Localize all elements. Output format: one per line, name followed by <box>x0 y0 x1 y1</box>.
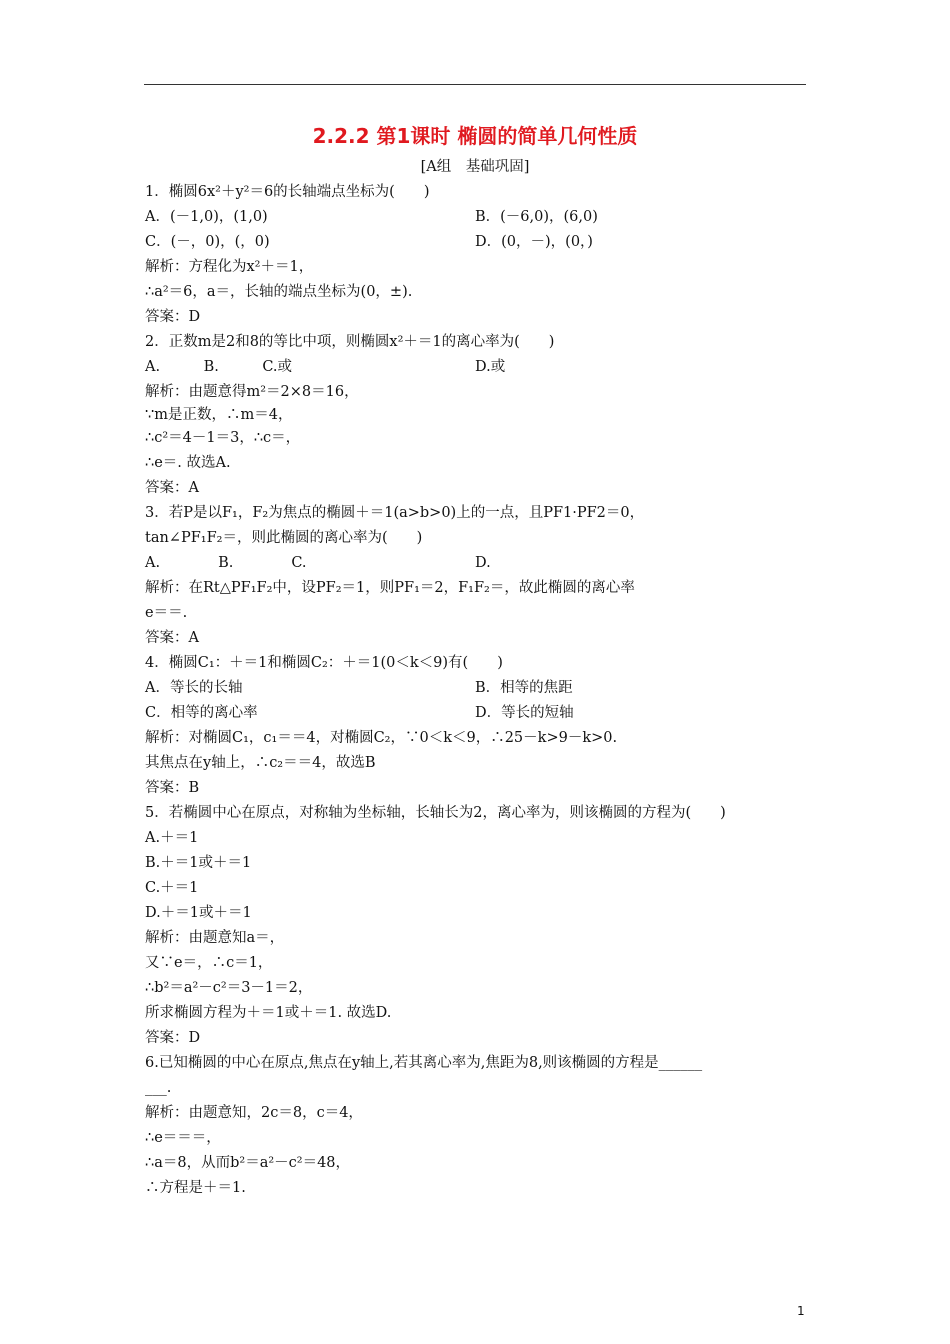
line-text: C．(－，0)，(，0) <box>145 234 270 250</box>
line-text: tan∠PF₁F₂＝，则此椭圆的离心率为( ) <box>145 530 423 546</box>
line-text: 答案：D <box>145 309 201 325</box>
option-right: D．(0，－)，(0，) <box>475 234 593 250</box>
line-text: ∵m是正数，∴m＝4， <box>145 407 293 423</box>
line-text: ___. <box>145 1080 172 1096</box>
line-text: ∴方程是＋＝1. <box>145 1180 246 1196</box>
text-line <box>145 601 810 626</box>
line-text: ∴e＝. 故选A. <box>145 455 231 471</box>
text-line <box>145 676 810 701</box>
line-text: 答案：D <box>145 1030 201 1046</box>
text-line <box>145 1101 810 1126</box>
line-text: C.＋＝1 <box>145 880 199 896</box>
line-text: A. B. C.或 <box>145 359 293 375</box>
line-text: 答案：A <box>145 480 199 496</box>
text-line <box>145 280 810 305</box>
text-line <box>145 826 810 851</box>
line-text: A．等长的长轴 <box>145 680 243 696</box>
section-subtitle: [A组 基础巩固] <box>420 159 530 175</box>
text-line <box>145 476 810 501</box>
text-line <box>145 330 810 355</box>
line-text: 6.已知椭圆的中心在原点,焦点在y轴上,若其离心率为,焦距为8,则该椭圆的方程是______ <box>145 1055 703 1071</box>
line-text: 解析：由题意知a＝， <box>145 930 285 946</box>
text-line <box>145 876 810 901</box>
text-line <box>145 230 810 255</box>
line-text: 答案：A <box>145 630 199 646</box>
line-text: 解析：由题意得m²＝2×8＝16， <box>145 384 359 400</box>
line-text: 所求椭圆方程为＋＝1或＋＝1. 故选D. <box>145 1005 392 1021</box>
text-line <box>145 851 810 876</box>
line-text: A.＋＝1 <box>145 830 199 846</box>
line-text: 5．若椭圆中心在原点，对称轴为坐标轴，长轴长为2，离心率为，则该椭圆的方程为( ) <box>145 805 726 821</box>
text-line <box>145 501 810 526</box>
text-line <box>145 776 810 801</box>
line-text: 1．椭圆6x²＋y²＝6的长轴端点坐标为( ) <box>145 184 430 200</box>
text-line <box>145 751 810 776</box>
text-line <box>145 901 810 926</box>
text-line <box>145 551 810 576</box>
text-line <box>145 355 810 380</box>
line-text: 其焦点在y轴上，∴c₂＝＝4，故选B <box>145 755 376 771</box>
text-line <box>145 651 810 676</box>
line-text: 2．正数m是2和8的等比中项，则椭圆x²＋＝1的离心率为( ) <box>145 334 555 350</box>
text-line <box>145 526 810 551</box>
line-text: ∴c²＝4－1＝3，∴c＝， <box>145 430 301 446</box>
text-line <box>145 1001 810 1026</box>
text-line <box>145 1126 810 1151</box>
option-right: D. <box>475 555 491 571</box>
text-line <box>145 405 810 426</box>
line-text: ∴a²＝6，a＝，长轴的端点坐标为(0，±). <box>145 284 413 300</box>
line-text: 解析：在Rt△PF₁F₂中，设PF₂＝1，则PF₁＝2，F₁F₂＝，故此椭圆的离心率 <box>145 580 635 596</box>
text-line <box>145 380 810 405</box>
page-number: 1 <box>797 1304 805 1318</box>
line-text: D.＋＝1或＋＝1 <box>145 905 252 921</box>
text-line <box>145 305 810 330</box>
text-line <box>145 1076 810 1101</box>
line-text: ∴a＝8，从而b²＝a²－c²＝48， <box>145 1155 351 1171</box>
text-line <box>145 926 810 951</box>
line-text: 4．椭圆C₁：＋＝1和椭圆C₂：＋＝1(0＜k＜9)有( ) <box>145 655 503 671</box>
line-text: 又∵e＝，∴c＝1， <box>145 955 273 971</box>
text-line <box>145 451 810 476</box>
text-line <box>145 951 810 976</box>
text-line <box>145 1051 810 1076</box>
text-line <box>145 1176 810 1201</box>
text-line <box>145 180 810 205</box>
text-line <box>145 255 810 280</box>
line-text: 答案：B <box>145 780 200 796</box>
exercise-content <box>145 180 810 1201</box>
option-right: B．(－6,0)，(6,0) <box>475 209 598 225</box>
text-line <box>145 426 810 451</box>
option-right: D．等长的短轴 <box>475 705 574 721</box>
line-text: e＝＝. <box>145 605 188 621</box>
text-line <box>145 1026 810 1051</box>
page-title: 2.2.2 第1课时 椭圆的简单几何性质 <box>312 124 638 148</box>
line-text: 解析：对椭圆C₁，c₁＝＝4，对椭圆C₂，∵0＜k＜9，∴25－k>9－k>0. <box>145 730 618 746</box>
text-line <box>145 205 810 230</box>
text-line <box>145 1151 810 1176</box>
line-text: C．相等的离心率 <box>145 705 258 721</box>
text-line <box>145 576 810 601</box>
header-rule <box>144 84 806 85</box>
line-text: 解析：由题意知，2c＝8，c＝4， <box>145 1105 363 1121</box>
text-line <box>145 976 810 1001</box>
line-text: B.＋＝1或＋＝1 <box>145 855 252 871</box>
text-line <box>145 626 810 651</box>
option-right: B．相等的焦距 <box>475 680 573 696</box>
line-text: ∴e＝＝＝， <box>145 1130 221 1146</box>
line-text: A．(－1,0)，(1,0) <box>145 209 268 225</box>
text-line <box>145 726 810 751</box>
text-line <box>145 701 810 726</box>
line-text: ∴b²＝a²－c²＝3－1＝2， <box>145 980 313 996</box>
line-text: 解析：方程化为x²＋＝1， <box>145 259 314 275</box>
option-right: D.或 <box>475 359 506 375</box>
text-line <box>145 801 810 826</box>
line-text: A. B. C. <box>145 555 307 571</box>
line-text: 3．若P是以F₁，F₂为焦点的椭圆＋＝1(a>b>0)上的一点，且PF1·PF2＝0， <box>145 505 645 521</box>
